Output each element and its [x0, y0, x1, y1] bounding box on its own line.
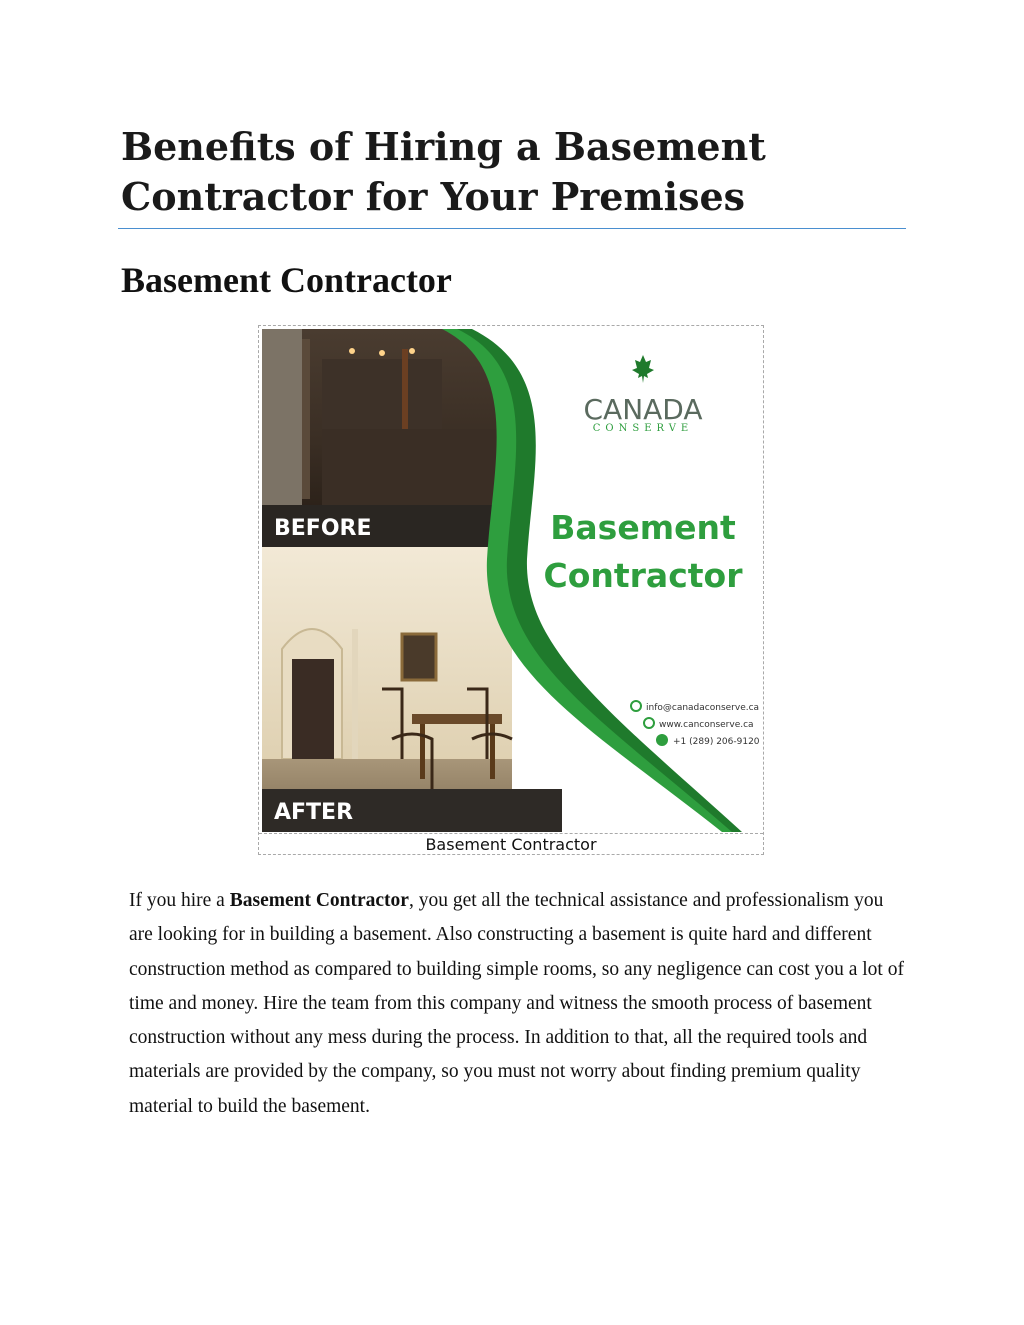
body-intro: If you hire a: [129, 890, 230, 911]
banner-image: [262, 329, 760, 832]
phone-icon: [656, 734, 668, 746]
before-label: BEFORE: [274, 516, 372, 541]
contact-email: info@canadaconserve.ca: [646, 703, 760, 713]
figure-caption: Basement Contractor: [259, 833, 763, 854]
body-paragraph: [129, 884, 909, 1124]
figure: [258, 325, 764, 855]
website-row: [644, 718, 754, 730]
contact-website: www.canconserve.ca: [659, 720, 754, 730]
email-row: [631, 701, 759, 713]
document-title: Benefits of Hiring a Basement Contractor for Your Premises: [121, 124, 766, 219]
body-emphasis: Basement Contractor: [229, 890, 409, 911]
contact-phone: +1 (289) 206-9120: [673, 737, 760, 747]
banner-heading-line1: Basement: [550, 508, 736, 547]
banner-heading-line2: Contractor: [543, 556, 743, 595]
body-rest: , you get all the technical assistance and professionalism you are looking for in building a basement. Also constructing a basement is quite hard and different construction method as compared to building simple rooms, so any negligence can cost you a lot of time and money. Hire the team from this company and witness the smooth process of basement construction without any mess during the process. In addition to that, all the required tools and materials are provided by the company, so you must not worry about finding premium quality material to build the basement.: [129, 890, 904, 1117]
after-label: AFTER: [274, 800, 354, 825]
brand-subname: CONSERVE: [592, 423, 694, 434]
section-heading: Basement Contractor: [121, 260, 452, 300]
brand-name: CANADA: [583, 393, 703, 426]
title-underline: [118, 228, 906, 229]
